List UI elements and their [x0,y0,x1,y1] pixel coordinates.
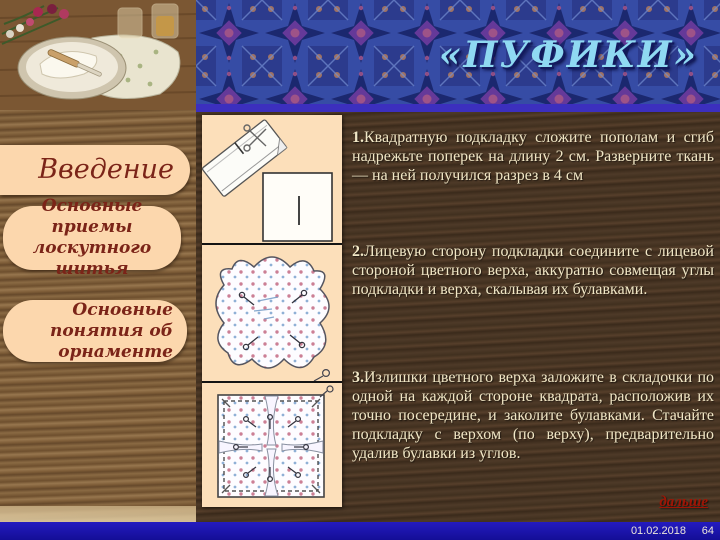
next-link[interactable]: дальше [659,494,708,510]
sidebar-item-label: Введение [38,154,174,185]
slide-number: 64 [701,525,714,537]
table-setting-photo [0,0,196,110]
step-number: 2. [352,243,364,260]
sidebar-item-ornament-concepts[interactable] [3,300,187,362]
table-setting-illustration [0,0,196,110]
step-text: Излишки цветного верха заложите в складочки по одной на каждой стороне квадрата, расположив их точно посередине, и заколите булавками. Стачайте подкладку с верхом (по верху), предварительно удалив булавки из углов. [352,369,714,462]
figures-column [202,115,342,507]
wood-light-band [0,506,196,522]
sidebar-item-patchwork-techniques[interactable] [3,196,181,279]
slide-date: 01.02.2018 [630,525,686,537]
sidebar-item-label: Основные приемы лоскутного шитья [32,196,152,279]
quilt-header [196,0,720,112]
pin-icon [314,370,329,381]
instruction-step-1 [352,128,714,185]
figure-stitched-square [202,383,342,509]
step-text: Лицевую сторону подкладки соедините с лицевой стороной цветного верха, аккуратно совмещая углы подкладки и верха, скалывая их булавками. [352,243,714,298]
sidebar-nav [0,110,196,522]
pin-icon [320,386,333,397]
step-text: Квадратную подкладку сложите пополам и сгиб надрежьте поперек на длину 2 см. Разверните ткань — на ней получился разрез в 4 см [352,129,714,184]
instruction-step-2 [352,242,714,299]
step-number: 3. [352,369,364,386]
figure-pinned-pouf [202,245,342,383]
sidebar-item-label: Основные понятия об орнаменте [49,299,173,362]
figure-fold-and-cut [202,115,342,245]
step-number: 1. [352,129,364,146]
content-area [196,112,720,522]
instruction-step-3 [352,368,714,463]
slide-title: «ПУФИКИ» [438,34,698,76]
sidebar-item-introduction[interactable] [0,145,190,195]
footer-bar [0,522,720,540]
